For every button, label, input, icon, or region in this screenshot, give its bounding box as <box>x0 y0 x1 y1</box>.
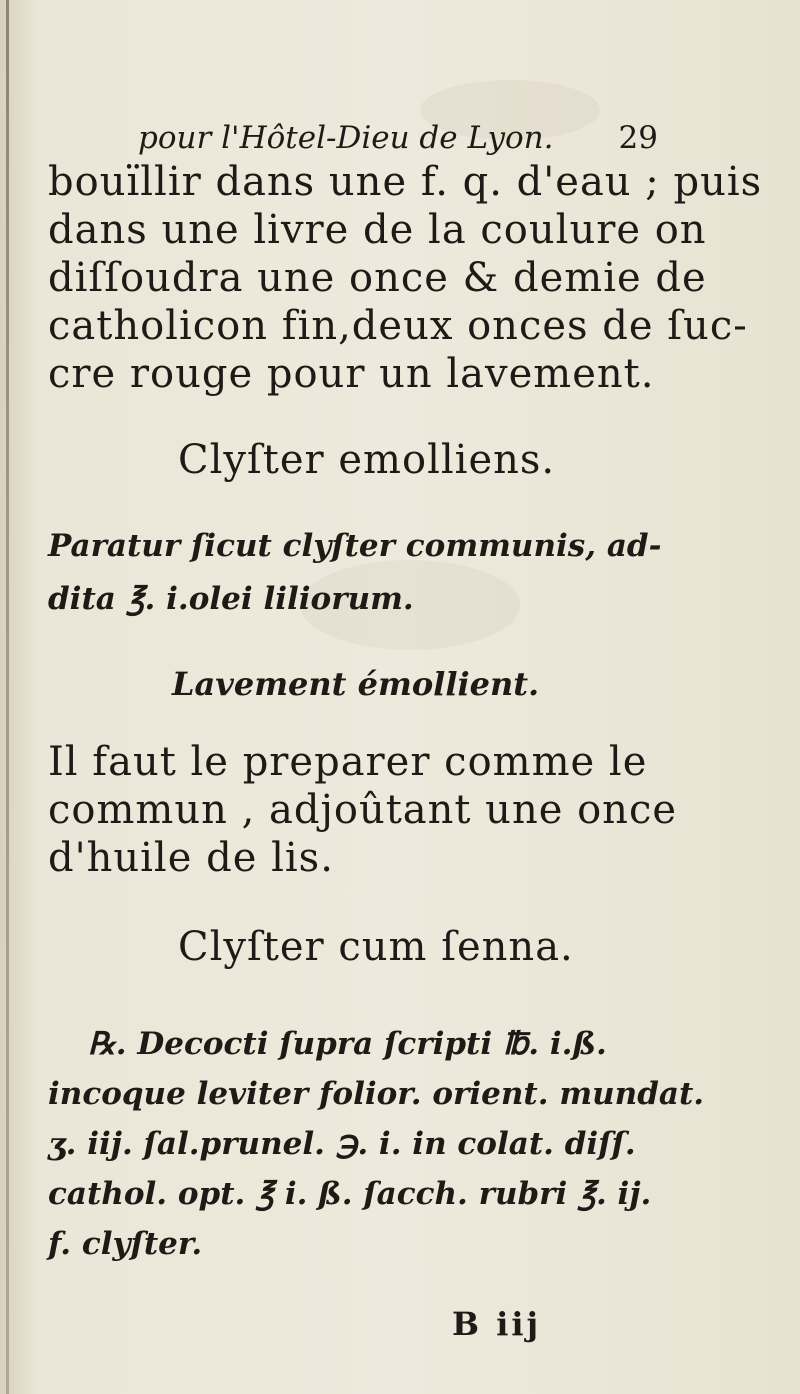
latin-line: Paratur ſicut clyſter communis, ad- <box>48 528 662 564</box>
text-line: d'huile de lis. <box>48 835 334 881</box>
text-line: bouïllir dans une f. q. d'eau ; puis <box>48 159 763 205</box>
latin-line: ʒ. iij. ſal.prunel. ℈. i. in colat. diſſ. <box>48 1126 636 1162</box>
latin-line: f. clyſter. <box>48 1226 203 1262</box>
latin-line: ℞. Decocti ſupra ſcripti ℔. i.ß. <box>88 1026 607 1062</box>
section-heading: Clyſter cum ſenna. <box>178 924 574 970</box>
text-line: dans une livre de la coulure on <box>48 207 707 253</box>
running-head <box>138 120 658 156</box>
latin-line: dita ℥. i.olei liliorum. <box>48 581 414 617</box>
signature-mark: B iij <box>452 1305 542 1343</box>
page-number: 29 <box>618 120 658 156</box>
latin-line: incoque leviter folior. orient. mundat. <box>48 1076 705 1112</box>
latin-line: cathol. opt. ℥ i. ß. ſacch. rubri ℥. ij. <box>48 1176 652 1212</box>
text-line: commun , adjoûtant une once <box>48 787 678 833</box>
section-heading: Lavement émollient. <box>172 665 540 703</box>
section-heading: Clyſter emolliens. <box>178 437 556 483</box>
text-line: Il faut le preparer comme le <box>48 739 648 785</box>
running-head-title: pour l'Hôtel-Dieu de Lyon. <box>138 120 554 156</box>
text-line: cre rouge pour un lavement. <box>48 351 655 397</box>
binding-gutter <box>6 0 9 1394</box>
text-line: diſſoudra une once & demie de <box>48 255 707 301</box>
text-line: catholicon fin,deux onces de ſuc- <box>48 303 748 349</box>
